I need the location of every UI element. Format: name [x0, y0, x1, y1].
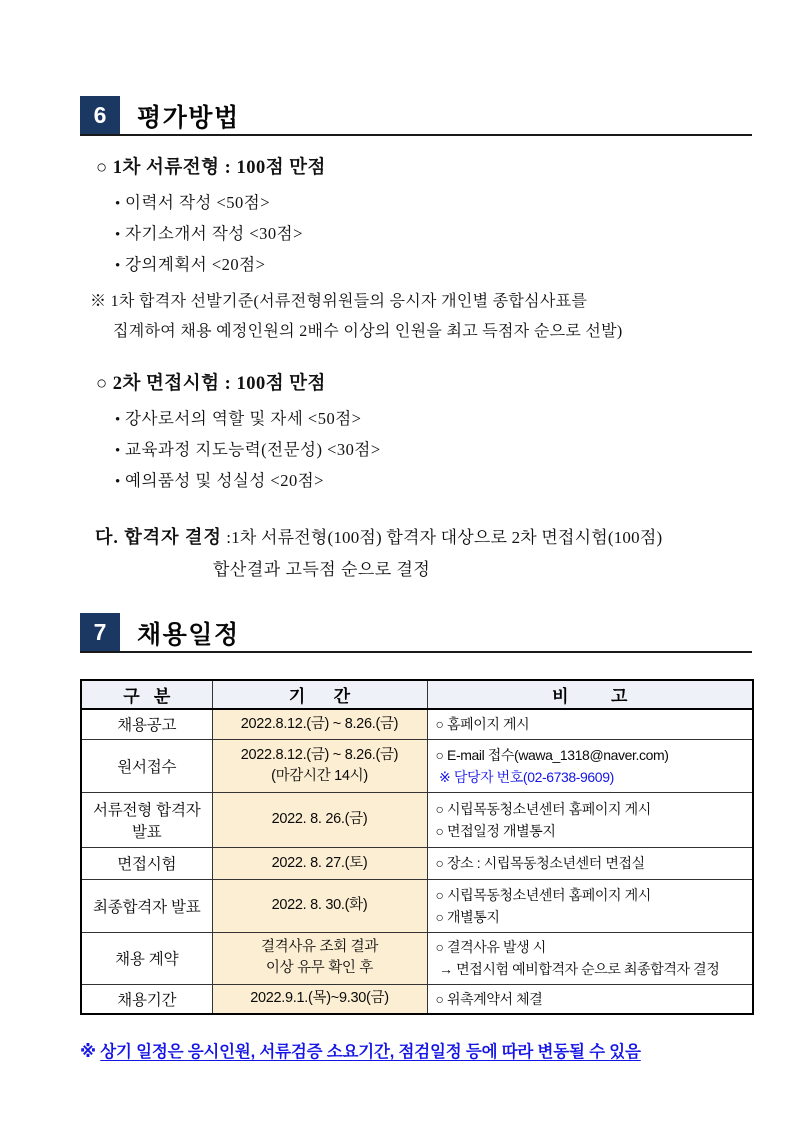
column-header-remarks: 비 고	[427, 680, 753, 709]
remark-line: ○ 시립목동청소년센터 홈페이지 게시	[435, 886, 651, 903]
round1-block	[80, 155, 752, 347]
remark-line: ○ 결격사유 발생 시	[435, 939, 546, 955]
section6-number-badge: 6	[80, 96, 120, 134]
cell-remarks	[427, 739, 753, 792]
criterion-bullet-item: • 이력서 작성 <50점>	[115, 188, 752, 219]
remark-line: ○ 위촉계약서 체결	[435, 990, 543, 1007]
section-evaluation-method	[80, 96, 752, 584]
criterion-bullet-item: • 강의계획서 <20점>	[115, 250, 752, 281]
section6-header	[80, 96, 752, 136]
cell-period	[212, 709, 427, 739]
cell-period	[212, 739, 427, 792]
section7-header	[80, 613, 752, 653]
schedule-table-row	[81, 709, 753, 739]
cell-category: 면접시험	[81, 847, 212, 879]
cell-remarks	[427, 879, 753, 932]
cell-period	[212, 984, 427, 1014]
cell-remarks	[427, 932, 753, 984]
section-hiring-schedule	[80, 613, 752, 1062]
cell-category: 채용 계약	[81, 932, 212, 984]
schedule-table	[80, 679, 754, 1015]
round2-heading: ○ 2차 면접시험 : 100점 만점	[96, 374, 326, 394]
cell-period	[212, 879, 427, 932]
remark-line: ○ 개별통지	[435, 908, 500, 925]
round2-bullet-list	[80, 404, 752, 497]
round1-note-line2: 집계하여 채용 예정인원의 2배수 이상의 인원을 최고 득점자 순으로 선발)	[113, 323, 623, 340]
footnote-marker: ※	[80, 1043, 101, 1061]
section6-title: 평가방법	[137, 104, 240, 132]
schedule-table-row	[81, 932, 753, 984]
remark-line: ○ 시립목동청소년센터 홈페이지 게시	[435, 800, 651, 817]
schedule-table-row	[81, 879, 753, 932]
schedule-table-header	[81, 680, 753, 709]
period-line: 2022. 8. 27.(토)	[271, 854, 368, 871]
period-line: 2022.9.1.(목)~9.30(금)	[250, 990, 389, 1007]
remark-line: ※ 담당자 번호(02-6738-9609)	[435, 768, 614, 785]
criterion-bullet-item: • 예의품성 및 성실성 <20점>	[115, 466, 752, 497]
round1-bullet-list	[80, 188, 752, 281]
cell-period	[212, 847, 427, 879]
cell-category: 서류전형 합격자 발표	[81, 792, 212, 847]
schedule-table-body	[81, 709, 753, 1014]
pass-decision-label: 다. 합격자 결정	[95, 527, 222, 547]
period-line: 2022.8.12.(금) ~ 8.26.(금)	[240, 746, 399, 763]
cell-remarks	[427, 847, 753, 879]
schedule-footnote	[80, 1038, 752, 1062]
cell-category: 최종합격자 발표	[81, 879, 212, 932]
pass-decision-line	[95, 523, 752, 552]
cell-period	[212, 932, 427, 984]
pass-decision-line2: 합산결과 고득점 순으로 결정	[213, 560, 431, 579]
period-line: 이상 유무 확인 후	[265, 960, 374, 976]
section7-number-badge: 7	[80, 613, 120, 651]
criterion-bullet-item: • 자기소개서 작성 <30점>	[115, 219, 752, 250]
remark-line: ○ E-mail 접수(wawa_1318@naver.com)	[435, 746, 669, 763]
round1-note-line1: ※ 1차 합격자 선발기준(서류전형위원들의 응시자 개인별 종합심사표를	[90, 293, 588, 310]
schedule-table-row	[81, 984, 753, 1014]
period-line: 2022. 8. 30.(화)	[271, 897, 368, 913]
round1-heading: ○ 1차 서류전형 : 100점 만점	[96, 158, 326, 178]
criterion-bullet-item: • 강사로서의 역할 및 자세 <50점>	[115, 404, 752, 435]
column-header-category: 구 분	[81, 680, 212, 709]
cell-remarks	[427, 709, 753, 739]
section7-title: 채용일정	[137, 621, 240, 649]
remark-line: ○ 장소 : 시립목동청소년센터 면접실	[435, 855, 645, 871]
period-line: 결격사유 조회 결과	[260, 939, 379, 955]
cell-category: 원서접수	[81, 739, 212, 792]
period-line: 2022.8.12.(금) ~ 8.26.(금)	[240, 715, 399, 732]
column-header-period: 기 간	[212, 680, 427, 709]
cell-category: 채용기간	[81, 984, 212, 1014]
cell-remarks	[427, 984, 753, 1014]
criterion-bullet-item: • 교육과정 지도능력(전문성) <30점>	[115, 435, 752, 466]
period-line: (마감시간 14시)	[271, 767, 368, 784]
remark-line: ○ 홈페이지 게시	[435, 716, 530, 733]
schedule-table-row	[81, 739, 753, 792]
cell-remarks	[427, 792, 753, 847]
period-line: 2022. 8. 26.(금)	[271, 811, 368, 827]
pass-decision-text: :1차 서류전형(100점) 합격자 대상으로 2차 면접시험(100점)	[221, 528, 663, 547]
schedule-table-row	[81, 847, 753, 879]
cell-period	[212, 792, 427, 847]
footnote-text: 상기 일정은 응시인원, 서류검증 소요기간, 점검일정 등에 따라 변동될 수 있음	[100, 1043, 641, 1061]
remark-line: ○ 면접일정 개별통지	[435, 822, 556, 839]
cell-category: 채용공고	[81, 709, 212, 739]
round2-block	[80, 371, 752, 497]
remark-line: → 면접시험 예비합격자 순으로 최종합격자 결정	[435, 961, 720, 977]
schedule-table-row	[81, 792, 753, 847]
